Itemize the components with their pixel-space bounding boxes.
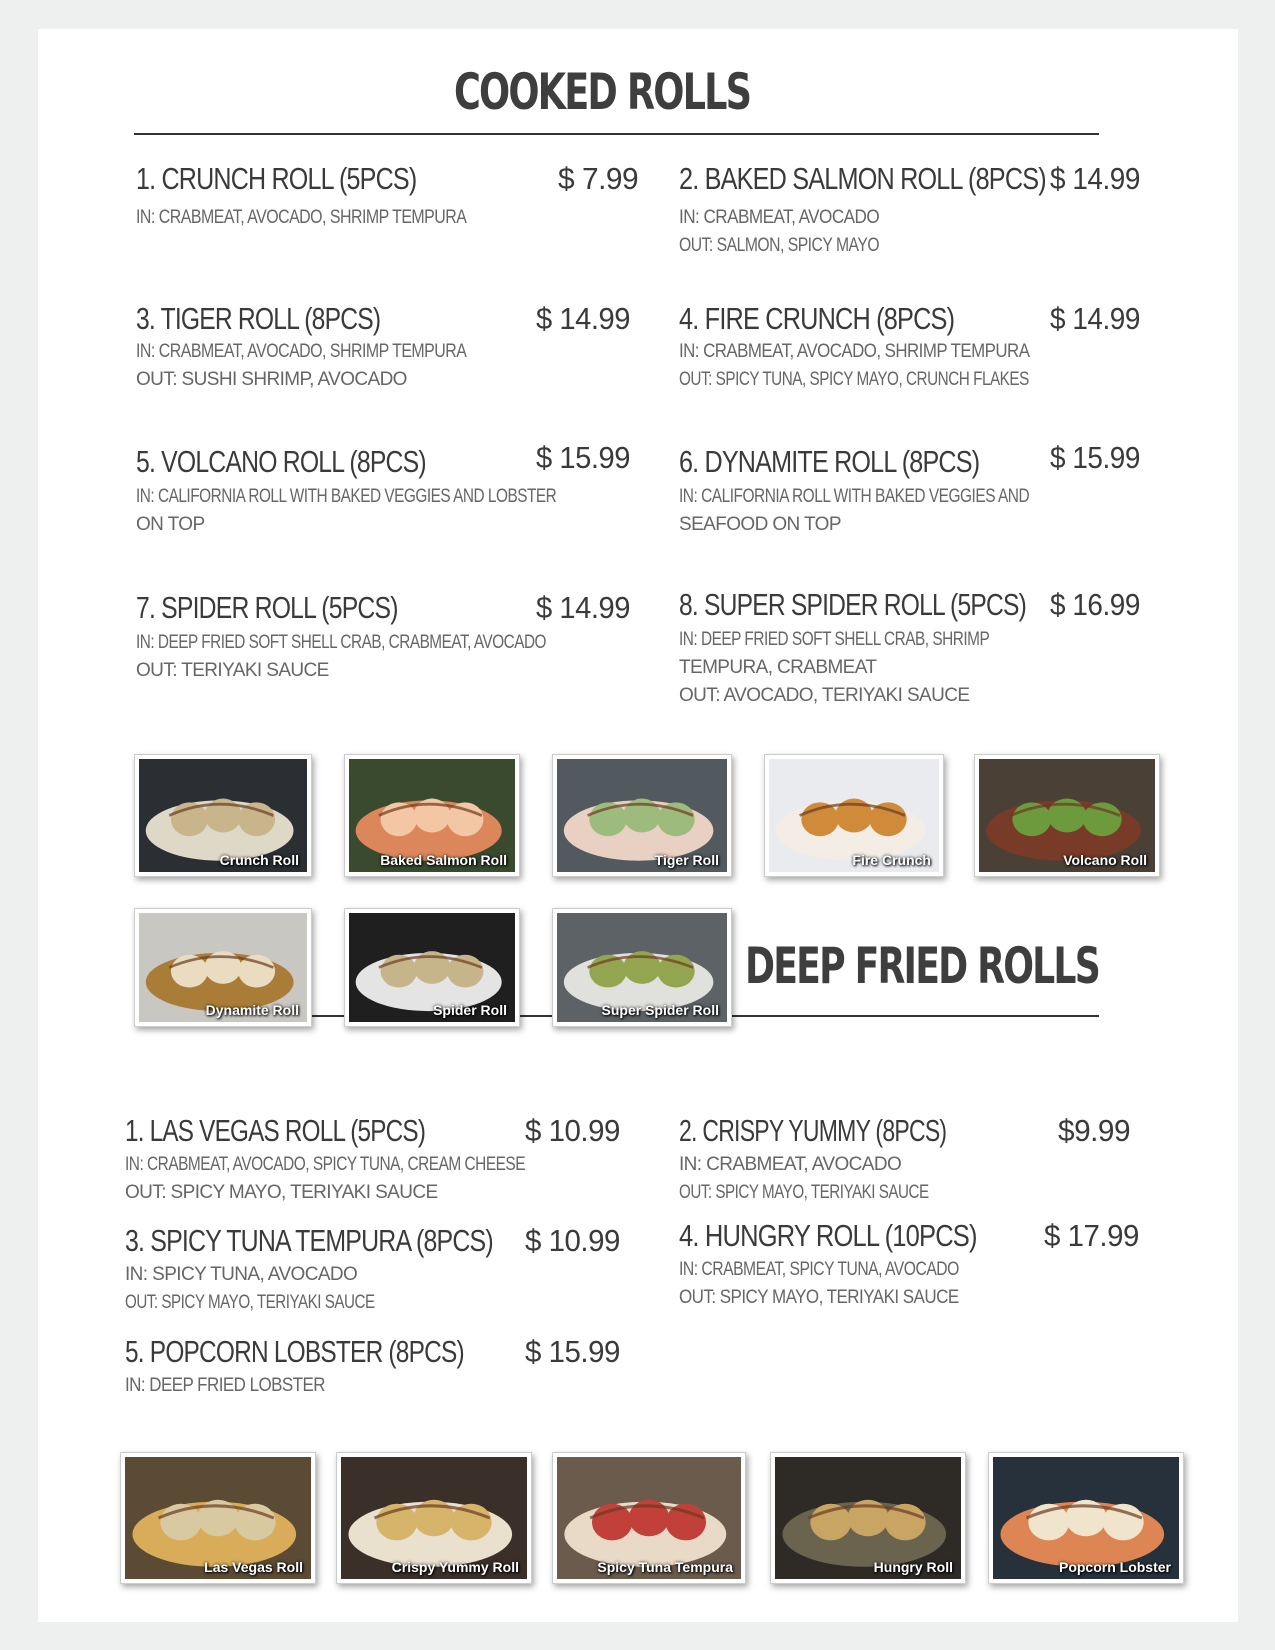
item-name: 6. DYNAMITE ROLL (8PCS) — [679, 444, 980, 479]
menu-photo — [552, 754, 732, 877]
item-description: IN: CRABMEAT, AVOCADO, SHRIMP TEMPURA — [679, 341, 1030, 362]
item-description: ON TOP — [136, 514, 205, 535]
item-description: IN: CRABMEAT, AVOCADO, SHRIMP TEMPURA — [136, 207, 467, 228]
item-name: 2. BAKED SALMON ROLL (8PCS) — [679, 161, 1046, 196]
item-description: IN: CRABMEAT, AVOCADO, SHRIMP TEMPURA — [136, 341, 467, 362]
photo-caption: Spicy Tuna Tempura — [597, 1559, 733, 1575]
item-price: $ 10.99 — [525, 1223, 620, 1258]
item-name: 1. CRUNCH ROLL (5PCS) — [136, 161, 417, 196]
item-description: OUT: SPICY MAYO, TERIYAKI SAUCE — [679, 1182, 929, 1203]
item-price: $ 14.99 — [536, 590, 630, 625]
photo-caption: Super Spider Roll — [601, 1002, 719, 1018]
item-description: IN: CALIFORNIA ROLL WITH BAKED VEGGIES AND LOBSTER — [136, 486, 557, 507]
cooked-divider — [134, 133, 1099, 135]
photo-caption: Popcorn Lobster — [1058, 1559, 1171, 1575]
item-description: OUT: SALMON, SPICY MAYO — [679, 235, 880, 256]
item-name: 3. TIGER ROLL (8PCS) — [136, 301, 381, 336]
item-price: $ 16.99 — [1050, 587, 1140, 622]
cooked-rolls-title: COOKED ROLLS — [454, 63, 751, 121]
menu-photo — [764, 754, 944, 877]
menu-photo — [336, 1452, 532, 1584]
item-name: 2. CRISPY YUMMY (8PCS) — [679, 1113, 947, 1148]
item-description: OUT: AVOCADO, TERIYAKI SAUCE — [679, 685, 970, 706]
item-price: $ 10.99 — [525, 1113, 620, 1148]
item-description: SEAFOOD ON TOP — [679, 514, 841, 535]
item-name: 8. SUPER SPIDER ROLL (5PCS) — [679, 587, 1026, 622]
item-price: $ 17.99 — [1044, 1218, 1139, 1253]
photo-caption: Tiger Roll — [654, 852, 719, 868]
item-price: $9.99 — [1058, 1113, 1131, 1148]
item-description: IN: CRABMEAT, SPICY TUNA, AVOCADO — [679, 1259, 959, 1280]
photo-caption: Spider Roll — [433, 1002, 507, 1018]
menu-photo — [134, 908, 312, 1027]
item-price: $ 15.99 — [525, 1334, 620, 1369]
item-description: IN: SPICY TUNA, AVOCADO — [125, 1264, 358, 1285]
item-description: IN: CRABMEAT, AVOCADO — [679, 207, 880, 228]
photo-caption: Hungry Roll — [873, 1559, 953, 1575]
photo-caption: Las Vegas Roll — [204, 1559, 303, 1575]
item-description: OUT: SPICY MAYO, TERIYAKI SAUCE — [125, 1292, 375, 1313]
item-price: $ 7.99 — [558, 161, 639, 196]
photo-caption: Baked Salmon Roll — [380, 852, 507, 868]
item-name: 5. POPCORN LOBSTER (8PCS) — [125, 1334, 464, 1369]
item-description: OUT: SUSHI SHRIMP, AVOCADO — [136, 369, 407, 390]
item-price: $ 14.99 — [1050, 301, 1140, 336]
item-description: IN: DEEP FRIED LOBSTER — [125, 1375, 326, 1396]
item-name: 5. VOLCANO ROLL (8PCS) — [136, 444, 426, 479]
menu-photo — [974, 754, 1160, 877]
item-name: 1. LAS VEGAS ROLL (5PCS) — [125, 1113, 426, 1148]
photo-caption: Crispy Yummy Roll — [391, 1559, 519, 1575]
menu-photo — [120, 1452, 316, 1584]
item-name: 3. SPICY TUNA TEMPURA (8PCS) — [125, 1223, 493, 1258]
menu-photo — [552, 908, 732, 1027]
item-price: $ 14.99 — [536, 301, 630, 336]
menu-photo — [134, 754, 312, 877]
item-description: IN: DEEP FRIED SOFT SHELL CRAB, CRABMEAT, AVOCADO — [136, 632, 546, 653]
item-description: OUT: SPICY MAYO, TERIYAKI SAUCE — [125, 1182, 438, 1203]
menu-page — [38, 29, 1238, 1622]
menu-photo — [988, 1452, 1184, 1584]
item-name: 4. FIRE CRUNCH (8PCS) — [679, 301, 955, 336]
item-name: 7. SPIDER ROLL (5PCS) — [136, 590, 398, 625]
item-price: $ 15.99 — [536, 440, 630, 475]
photo-caption: Volcano Roll — [1063, 852, 1147, 868]
item-description: IN: DEEP FRIED SOFT SHELL CRAB, SHRIMP — [679, 629, 990, 650]
item-description: OUT: SPICY MAYO, TERIYAKI SAUCE — [679, 1287, 959, 1308]
item-price: $ 15.99 — [1050, 440, 1140, 475]
menu-photo — [552, 1452, 746, 1584]
item-description: IN: CRABMEAT, AVOCADO — [679, 1154, 902, 1175]
menu-photo — [344, 908, 520, 1027]
item-description: OUT: SPICY TUNA, SPICY MAYO, CRUNCH FLAKES — [679, 369, 1029, 390]
photo-caption: Fire Crunch — [852, 852, 931, 868]
item-name: 4. HUNGRY ROLL (10PCS) — [679, 1218, 977, 1253]
item-description: IN: CALIFORNIA ROLL WITH BAKED VEGGIES AND — [679, 486, 1030, 507]
deep-fried-rolls-title: DEEP FRIED ROLLS — [745, 937, 1099, 995]
photo-caption: Crunch Roll — [219, 852, 299, 868]
item-description: OUT: TERIYAKI SAUCE — [136, 660, 329, 681]
menu-photo — [344, 754, 520, 877]
item-description: IN: CRABMEAT, AVOCADO, SPICY TUNA, CREAM CHEESE — [125, 1154, 526, 1175]
item-description: TEMPURA, CRABMEAT — [679, 657, 877, 678]
item-price: $ 14.99 — [1050, 161, 1140, 196]
photo-caption: Dynamite Roll — [205, 1002, 299, 1018]
menu-photo — [770, 1452, 966, 1584]
